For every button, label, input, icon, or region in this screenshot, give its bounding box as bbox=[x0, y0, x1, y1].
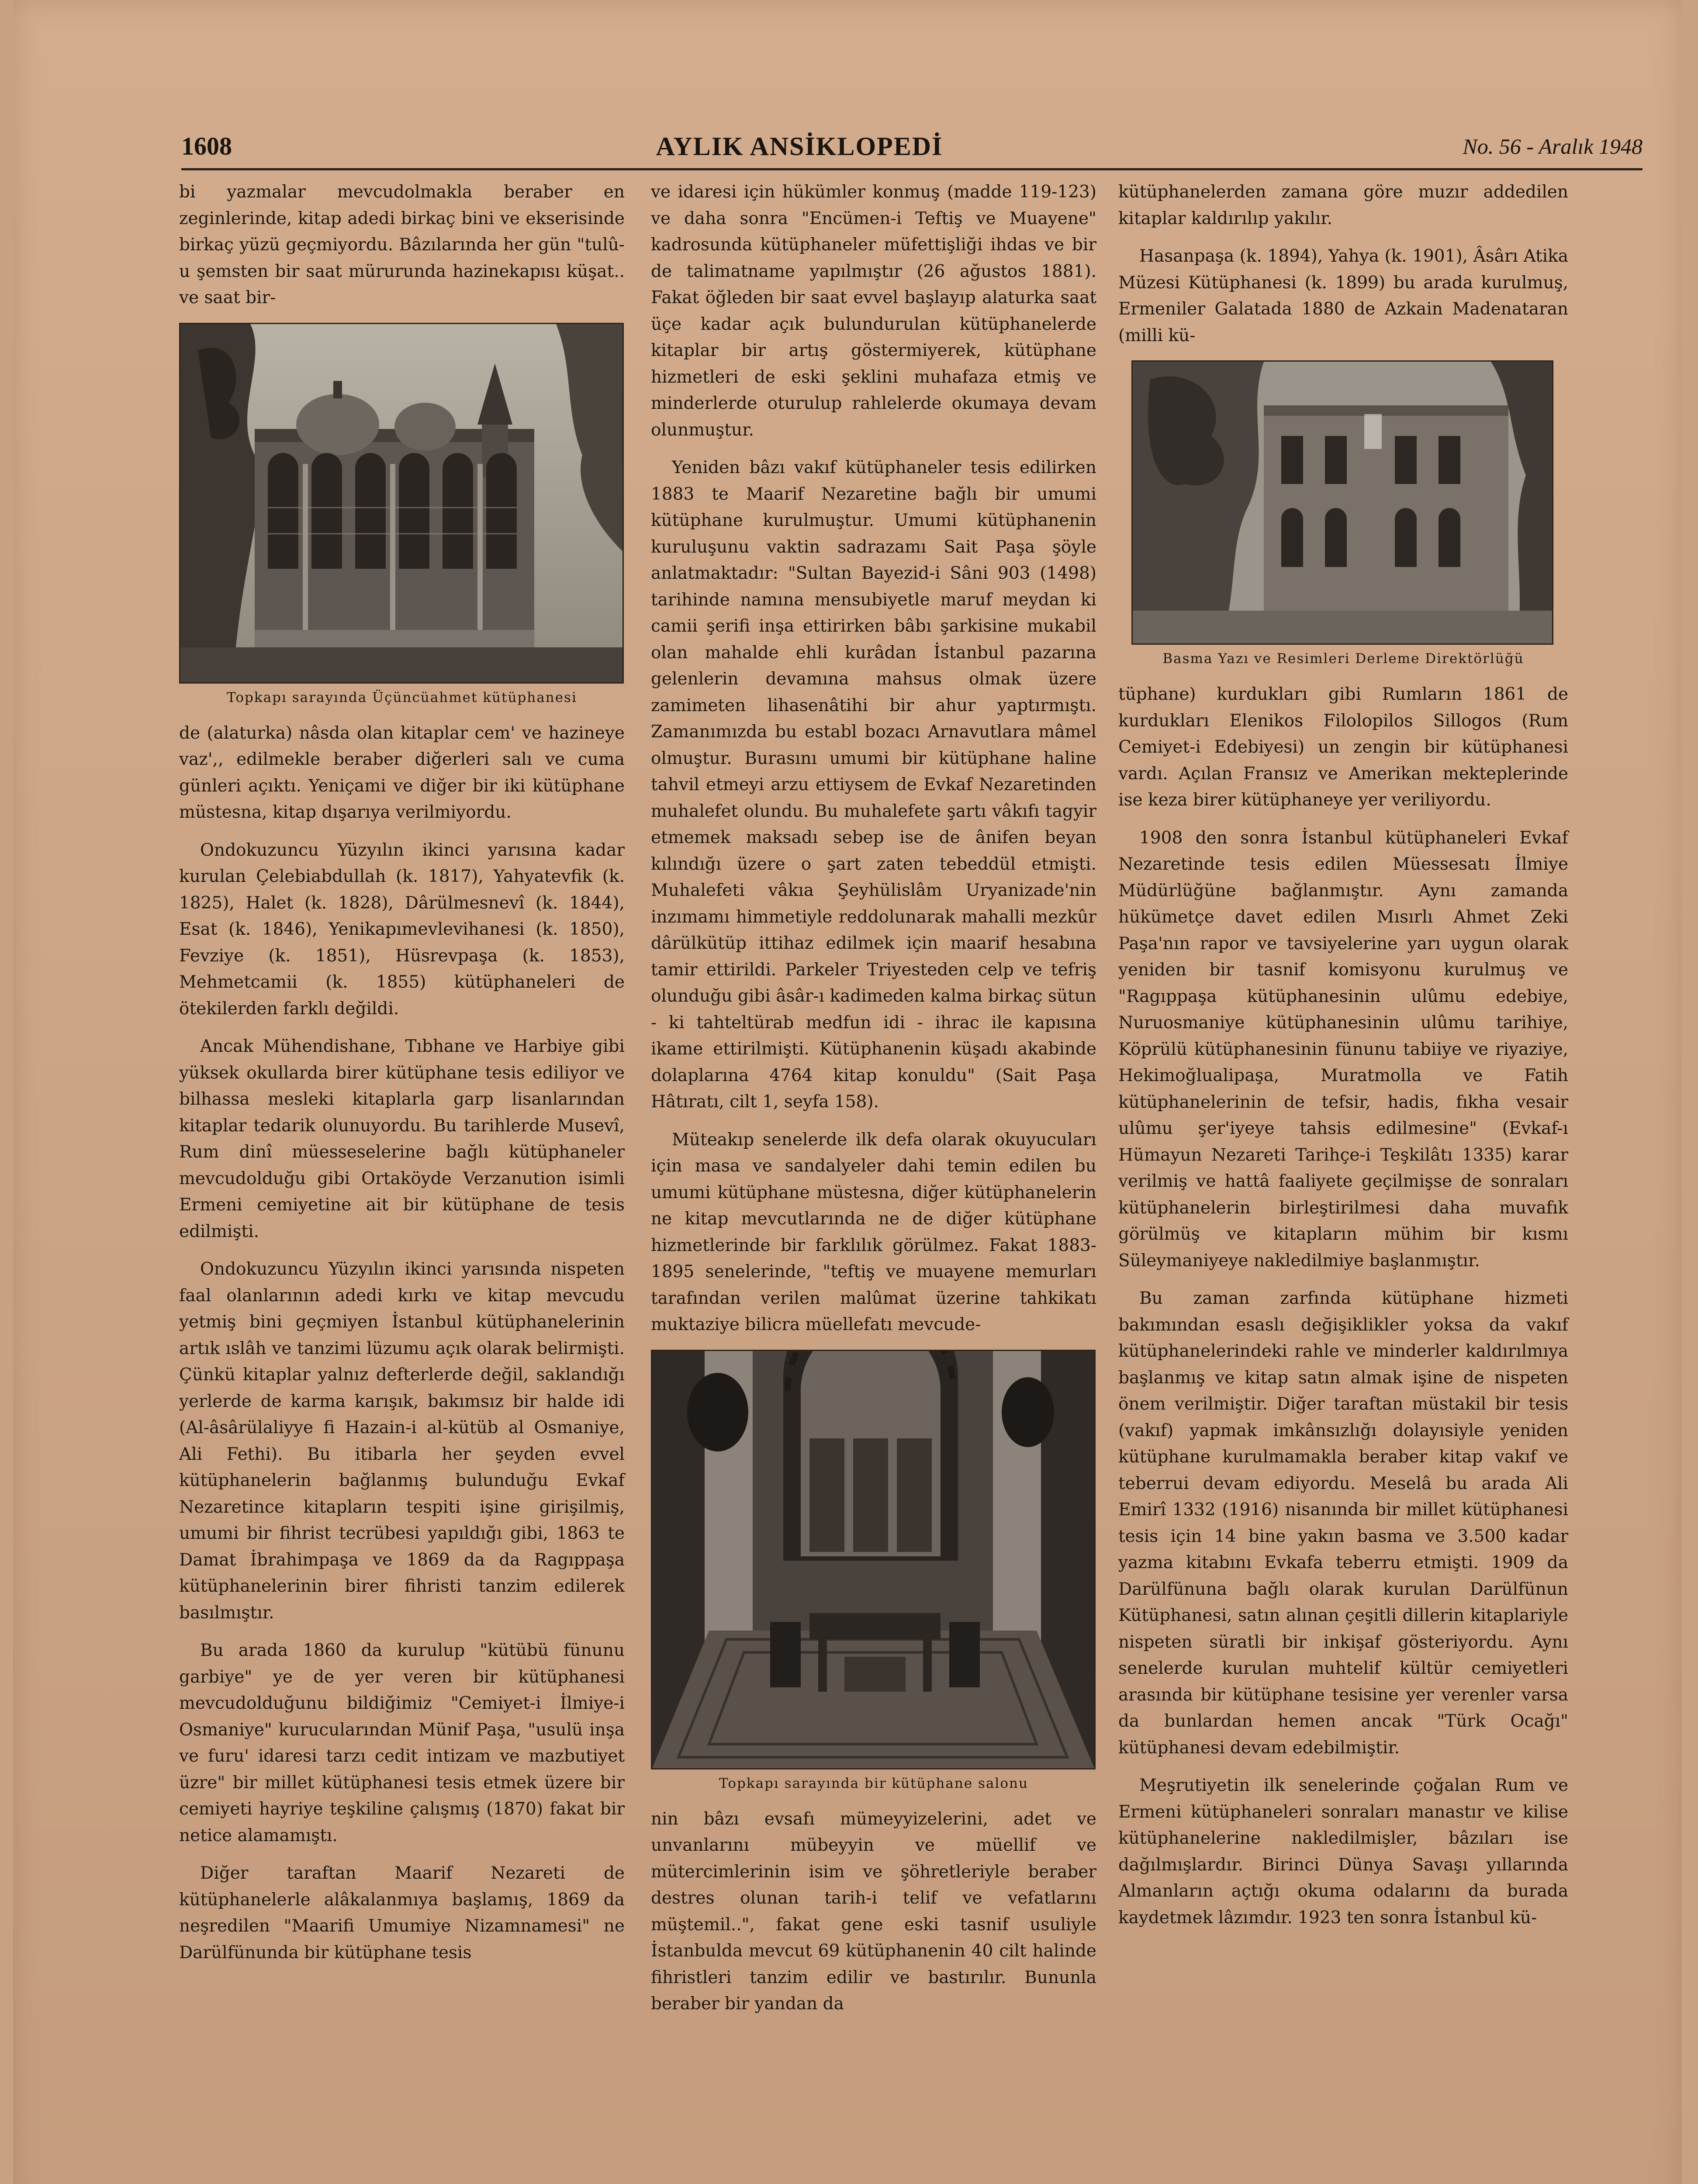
paragraph: Hasanpaşa (k. 1894), Yahya (k. 1901), Âsârı Atika Müzesi Kütüphanesi (k. 1899) bu arada kurulmuş, Ermeniler Galatada 1880 de Azkain Madenataran (milli kü- bbox=[1118, 246, 1568, 346]
paragraph: nin bâzı evsafı mümeyyizelerini, adet ve unvanlarını mübeyyin ve müellif ve mütercimlerinin isim ve şöhretleriyle beraber destres olunan tarih-i telif ve vefatlarını müştemil..", fakat gene eski tasnif usuliyle İstanbulda mevcut 69 kütüphanenin 40 cilt halinde fihristleri tanzim edilir ve bastırılır. Bununla beraber bir yandan da bbox=[651, 1809, 1096, 2014]
header-rule bbox=[181, 168, 1643, 170]
photo-graphic bbox=[180, 324, 622, 682]
paragraph: Meşrutiyetin ilk senelerinde çoğalan Rum ve Ermeni kütüphaneleri sonraları manastır ve kilise kütüphanelerine nakledilmişler, bâzıları ise dağılmışlardır. Birinci Dünya Savaşı yıllarında Almanların açtığı okuma odalarını da burada kaydetmek lâzımdır. 1923 ten sonra İstanbul kü- bbox=[1118, 1776, 1568, 1928]
column-3 bbox=[1118, 179, 1568, 1942]
paragraph: Diğer taraftan Maarif Nezareti de kütüphanelerle alâkalanmıya başlamış, 1869 da neşredilen "Maarifi Umumiye Nizamnamesi" ne Darülfünunda bir kütüphane tesis bbox=[179, 1863, 625, 1963]
paragraph: Yeniden bâzı vakıf kütüphaneler tesis edilirken 1883 te Maarif Nezaretine bağlı bir umumi kütüphane kurulmuştur. Umumi kütüphanenin kuruluşunu vaktin sadrazamı Sait Paşa şöyle anlatmaktadır: "Sultan Bayezid-i Sâni 903 (1498) tarihinde namına mensubiyetle maruf meydan ki camii şerifi inşa ettirirken bâbı şarkisine mukabil olan mahalde ehli kurâdan İstanbul pazarına gelenlerin devamına mahsus olmak üzere zamimeten lihasenâtihi bir ahur yaptırmıştı. Zamanımızda bu establ bozacı Arnavutlara mâmel olmuştur. Burasını umumi bir kütüphane haline tahvil etmeyi arzu ettiysem de Evkaf Nezaretinden muhalefet olundu. Bu muhalefete şartı vâkıfı tagyir etmemek maksadı sebep ise de ânifen beyan kılındığı üzere o şart zaten tebeddül etmişti. Muhalefeti vâkıa Şeyhülislâm Uryanizade'nin inzımamı himmetiyle reddolunarak mahalli mezkûr dârülkütüp ittihaz edilmek için maarif hesabına tamir ettirildi. Parkeler Triyesteden celp ve tefriş olunduğu gibi âsâr-ı kadimeden kalma birkaç sütun - ki tahteltürab medfun idi - ihrac ile kapısına ikame ettirilmişti. Kütüphanenin küşadı akabinde dolaplarına 4764 kitap konuldu" (Sait Paşa Hâtıratı, cilt 1, seyfa 158). bbox=[651, 458, 1096, 1112]
photo-graphic bbox=[1133, 362, 1552, 643]
figure-derleme-directorate bbox=[1118, 360, 1568, 668]
journal-title: AYLIK ANSİKLOPEDİ bbox=[656, 132, 943, 161]
figure-caption: Topkapı sarayında Üçüncüahmet kütüphanesi bbox=[227, 689, 577, 705]
paragraph: Ancak Mühendishane, Tıbhane ve Harbiye gibi yüksek okullarda birer kütüphane tesis ediliyor ve bilhassa mesleki kitaplarla garp lisanlarından kitaplar tedarik olunuyordu. Bu tarihlerde Musevî, Rum dinî müesseselerine bağlı kütüphaneler mevcudolduğu gibi Ortaköyde Verzanution isimli Ermeni cemiyetine ait bir kütüphane de tesis edilmişti. bbox=[179, 1037, 625, 1241]
figure-caption: Topkapı sarayında bir kütüphane salonu bbox=[719, 1775, 1028, 1791]
figure-ucuncuahmet-library bbox=[179, 323, 625, 707]
paragraph: tüphane) kurdukları gibi Rumların 1861 de kurdukları Elenikos Filolopilos Sillogos (Rum Cemiyet-i Edebiyesi) un zengin bir kütüphanesi vardı. Açılan Fransız ve Amerikan mekteplerinde ise keza birer kütüphaneye yer veriliyordu. bbox=[1118, 684, 1568, 810]
paragraph: Müteakıp senelerde ilk defa olarak okuyucuları için masa ve sandalyeler dahi temin edilen bu umumi kütüphane müstesna, diğer kütüphanelerin ne kitap mevcutlarında ne de diğer kütüphane hizmetlerinde bir farklılık görülmez. Fakat 1883-1895 senelerinde, "teftiş ve muayene memurları tarafından verilen malûmat üzerine tahkikatı muktaziye bilicra müellefatı mevcude- bbox=[651, 1130, 1096, 1334]
paragraph: Bu zaman zarfında kütüphane hizmeti bakımından esaslı değişiklikler yoksa da vakıf kütüphanelerindeki rahle ve minderler kaldırılmıya başlanmış ve kitap satın almak işine de nispeten önem verilmiştir. Diğer taraftan müstakil bir tesis (vakıf) yapmak imkânsızlığı dolayısiyle yeniden kütüphane kurulmamakla beraber kitap vakıf ve teberrui devam ediyordu. Meselâ bu arada Ali Emirî 1332 (1916) nisanında bir millet kütüphanesi tesis için 14 bine yakın basma ve 3.500 kadar yazma kitabını Evkafa teberru etmişti. 1909 da Darülfünuna bağlı olarak kurulan Darülfünun Kütüphanesi, satın alınan çeşitli dillerin kitaplariyle nispeten süratli bir inkişaf gösteriyordu. Aynı senelerde kurulan muhtelif kültür cemiyetleri arasında bir kütüphane tesisine yer verenler varsa da bunlardan hemen ancak "Türk Ocağı" kütüphanesi devam edebilmiştir. bbox=[1118, 1289, 1568, 1758]
paragraph: Bu arada 1860 da kurulup "kütübü fünunu garbiye" ye de yer veren bir kütüphanesi mevcudolduğunu bildiğimiz "Cemiyet-i İlmiye-i Osmaniye" kurucularından Münif Paşa, "usulü inşa ve furu' idaresi tarzı cedit intizam ve mazbutiyet üzre" bir millet kütüphanesi tesis etmek üzere bir cemiyeti hayriye teşkiline çalışmış (1870) fakat bir netice alamamıştı. bbox=[179, 1641, 625, 1845]
column-2 bbox=[651, 179, 1096, 2029]
figure-library-hall bbox=[651, 1350, 1096, 1793]
photo-library-hall bbox=[651, 1350, 1096, 1769]
paragraph: kütüphanelerden zamana göre muzır addedilen kitaplar kaldırılıp yakılır. bbox=[1118, 182, 1568, 228]
paragraph: ve idaresi için hükümler konmuş (madde 119-123) ve daha sonra "Encümen-i Teftiş ve Muayene" kadrosunda kütüphaneler müfettişliği ihdas ve bir de talimatname yapılmıştır (26 ağustos 1881). Fakat öğleden bir saat evvel başlayıp alaturka saat üçe kadar açık bulundurulan kütüphanelerde kitaplar bir artış göstermiyerek, kütüphane hizmetleri de eski şeklini muhafaza etmiş ve minderlerde oturulup rahlelerde okumaya devam olunmuştur. bbox=[651, 182, 1096, 440]
issue-label: No. 56 - Aralık 1948 bbox=[1463, 134, 1643, 159]
paragraph: de (alaturka) nâsda olan kitaplar cem' ve hazineye vaz',, edilmekle beraber diğerleri salı ve cuma günleri açıktı. Yeniçami ve diğer bir iki kütüphane müstesna, kitap dışarıya verilmiyordu. bbox=[179, 723, 625, 822]
paragraph: 1908 den sonra İstanbul kütüphaneleri Evkaf Nezaretinde tesis edilen Müessesatı İlmiye Müdürlüğüne bağlanmıştır. Aynı zamanda hükümetçe davet edilen Mısırlı Ahmet Zeki Paşa'nın rapor ve tavsiyelerine yarı uygun olarak yeniden bir tasnif komisyonu kurulmuş ve "Ragıppaşa kütüphanesinin ulûmu edebiye, Nuruosmaniye kütüphanesinin ulûmu tarihiye, Köprülü kütüphanesinin fünunu tabiiye ve riyaziye, Hekimoğlualipaşa, Muratmolla ve Fatih kütüphanelerinin de tefsir, hadis, fıkha vesair ulûmu şer'iyeye tahsis edilmesine" (Evkaf-ı Hümayun Nezareti Tarihçe-i Teşkilâtı 1335) karar verilmiş ve hattâ faaliyete geçilmişse de sonraları kütüphanelerin birleştirilmesi daha muvafık görülmüş ve kitapların mühim bir kısmı Süleymaniyeye nakledilmiye başlanmıştır. bbox=[1118, 828, 1568, 1271]
paragraph: Ondokuzuncu Yüzyılın ikinci yarısına kadar kurulan Çelebiabdullah (k. 1817), Yahyatevfik (k. 1825), Halet (k. 1828), Dârülmesnevî (k. 1844), Esat (k. 1846), Yenikapımevlevihanesi (k. 1850), Fevziye (k. 1851), Hüsrevpaşa (k. 1853), Mehmetcamii (k. 1855) kütüphaneleri de ötekilerden farklı değildi. bbox=[179, 840, 625, 1019]
column-1 bbox=[179, 179, 625, 1977]
photo-graphic bbox=[652, 1351, 1094, 1768]
photo-derleme-directorate bbox=[1131, 360, 1553, 645]
page-number: 1608 bbox=[181, 132, 232, 160]
paragraph: bi yazmalar mevcudolmakla beraber en zeginlerinde, kitap adedi birkaç bini ve ekserisinde birkaç yüzü geçmiyordu. Bâzılarında her gün "tulû-u şemsten bir saat mürurunda hazinekapısı küşat.. ve saat bir- bbox=[179, 182, 625, 308]
photo-ucuncuahmet-library bbox=[179, 323, 624, 684]
figure-caption: Basma Yazı ve Resimleri Derleme Direktörlüğü bbox=[1162, 651, 1524, 667]
paragraph: Ondokuzuncu Yüzyılın ikinci yarısında nispeten faal olanlarının adedi kırkı ve kitap mevcudu yetmiş bini geçmiyen İstanbul kütüphanelerinin artık ıslâh ve tanzimi lüzumu açık olarak belirmişti. Çünkü kitaplar yalnız defterlerde değil, saklandığı yerlerde de karma karışık, bakımsız bir halde idi (Al-âsârülaliyye fi Hazain-i al-kütüb al Osmaniye, Ali Fethi). Bu itibarla her şeyden evvel kütüphanelerin bağlanmış bulunduğu Evkaf Nezaretince kitapların tespiti işine girişilmiş, umumi bir fihrist tecrübesi yapıldığı gibi, 1863 te Damat İbrahimpaşa ve 1869 da da Ragıppaşa kütüphanelerinin birer fihristi tanzim edilerek basılmıştır. bbox=[179, 1259, 625, 1623]
page-sheet bbox=[13, 0, 1682, 2184]
